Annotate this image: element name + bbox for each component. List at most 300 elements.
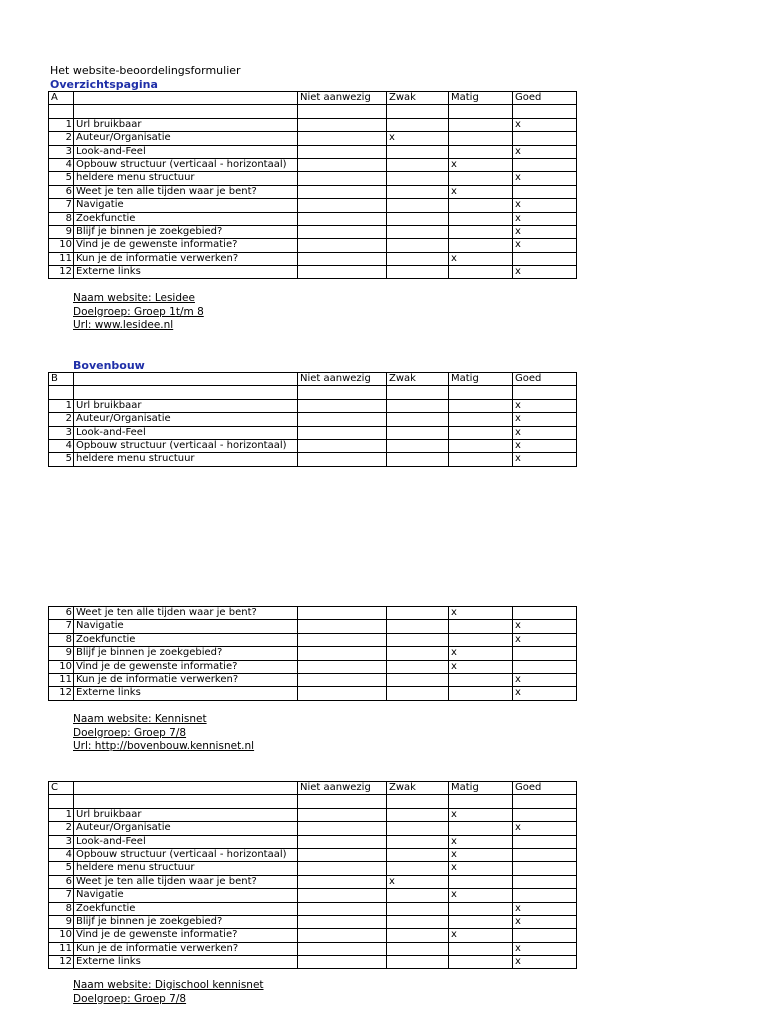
criterion-number: 7 [49,199,74,212]
criterion-text: Weet je ten alle tijden waar je bent? [76,607,257,618]
rating-niet-aanwezig[interactable] [298,620,387,633]
rating-niet-aanwezig[interactable] [298,647,387,660]
criterion-number: 1 [49,808,74,821]
criterion-label [74,252,298,265]
rating-niet-aanwezig[interactable] [298,413,387,426]
rating-niet-aanwezig[interactable] [298,835,387,848]
empty-cell [449,105,513,118]
table-row [49,239,577,252]
table-row [49,185,577,198]
criterion-text: Blijf je binnen je zoekgebied? [76,647,223,659]
table-row [49,848,577,861]
criterion-number: 9 [49,915,74,928]
criterion-text: Look-and-Feel [76,426,146,438]
rating-niet-aanwezig[interactable] [298,225,387,238]
rating-zwak[interactable] [387,660,449,673]
rating-zwak[interactable] [387,942,449,955]
rating-matig[interactable] [449,620,513,633]
criterion-number: 4 [49,439,74,452]
column-header-niet-aanwezig: Niet aanwezig [298,373,387,386]
rating-niet-aanwezig[interactable] [298,660,387,673]
criterion-label [74,453,298,466]
rating-matig[interactable]: x [449,607,513,620]
empty-cell [49,795,74,808]
rating-niet-aanwezig[interactable] [298,132,387,145]
criterion-text: Look-and-Feel [76,835,146,847]
rating-goed[interactable] [513,848,577,861]
rating-zwak[interactable] [387,426,449,439]
rating-table-b [48,372,577,467]
rating-matig[interactable] [449,225,513,238]
rating-niet-aanwezig[interactable] [298,266,387,279]
rating-goed[interactable] [513,835,577,848]
rating-goed[interactable]: x [513,199,577,212]
rating-zwak[interactable] [387,687,449,700]
criterion-text: Kun je de informatie verwerken? [76,252,239,264]
column-header-matig: Matig [449,782,513,795]
rating-matig[interactable] [449,822,513,835]
criterion-text: heldere menu structuur [76,862,195,874]
table-header-row [49,373,577,386]
rating-goed[interactable] [513,607,577,620]
rating-zwak[interactable] [387,399,449,412]
rating-niet-aanwezig[interactable] [298,633,387,646]
table-row [49,252,577,265]
criterion-label [74,822,298,835]
criterion-text: Navigatie [76,620,124,632]
rating-zwak[interactable] [387,413,449,426]
criterion-label [74,620,298,633]
table-row [49,118,577,131]
rating-zwak[interactable]: x [387,132,449,145]
rating-zwak[interactable] [387,607,449,620]
criterion-header [74,782,298,795]
criterion-text: Url bruikbaar [76,399,142,411]
criterion-label [74,145,298,158]
rating-zwak[interactable] [387,172,449,185]
rating-niet-aanwezig[interactable] [298,875,387,888]
criterion-label [74,158,298,171]
rating-zwak[interactable] [387,633,449,646]
rating-zwak[interactable] [387,199,449,212]
rating-goed[interactable]: x [513,426,577,439]
website-info-a [73,292,204,333]
rating-niet-aanwezig[interactable] [298,439,387,452]
rating-matig[interactable] [449,172,513,185]
empty-cell [298,386,387,399]
table-row [49,607,577,620]
table-row [49,439,577,452]
criterion-label [74,889,298,902]
rating-niet-aanwezig[interactable] [298,956,387,969]
table-row [49,225,577,238]
column-header-zwak: Zwak [387,782,449,795]
criterion-number: 11 [49,942,74,955]
rating-matig[interactable] [449,633,513,646]
rating-niet-aanwezig[interactable] [298,889,387,902]
criterion-text: heldere menu structuur [76,172,195,184]
rating-niet-aanwezig[interactable] [298,915,387,928]
rating-zwak[interactable] [387,185,449,198]
rating-goed[interactable]: x [513,212,577,225]
rating-zwak[interactable] [387,647,449,660]
website-name-link[interactable]: Naam website: Digischool kennisnet [73,979,264,991]
rating-matig[interactable]: x [449,862,513,875]
rating-goed[interactable]: x [513,225,577,238]
rating-goed[interactable]: x [513,687,577,700]
rating-niet-aanwezig[interactable] [298,848,387,861]
criterion-label [74,687,298,700]
website-name-link[interactable]: Naam website: Lesidee [73,292,195,304]
rating-matig[interactable] [449,942,513,955]
rating-niet-aanwezig[interactable] [298,252,387,265]
rating-zwak[interactable] [387,822,449,835]
rating-goed[interactable] [513,185,577,198]
rating-matig[interactable]: x [449,889,513,902]
rating-niet-aanwezig[interactable] [298,199,387,212]
rating-matig[interactable] [449,915,513,928]
empty-cell [387,795,449,808]
criterion-number: 7 [49,620,74,633]
criterion-number: 5 [49,172,74,185]
criterion-text: heldere menu structuur [76,453,195,465]
table-row [49,875,577,888]
table-row [49,413,577,426]
rating-niet-aanwezig[interactable] [298,673,387,686]
criterion-label [74,413,298,426]
criterion-label [74,132,298,145]
rating-goed[interactable] [513,660,577,673]
website-name-link[interactable]: Naam website: Kennisnet [73,713,207,725]
rating-matig[interactable]: x [449,660,513,673]
empty-cell [449,386,513,399]
rating-matig[interactable]: x [449,647,513,660]
empty-cell [513,386,577,399]
criterion-number: 2 [49,822,74,835]
criterion-label [74,633,298,646]
rating-zwak[interactable] [387,902,449,915]
rating-niet-aanwezig[interactable] [298,453,387,466]
empty-cell [298,105,387,118]
rating-niet-aanwezig[interactable] [298,158,387,171]
rating-zwak[interactable] [387,835,449,848]
criterion-number: 2 [49,132,74,145]
criterion-text: Zoekfunctie [76,212,136,224]
table-header-row [49,92,577,105]
criterion-text: Weet je ten alle tijden waar je bent? [76,185,257,197]
website-info-c [73,979,264,1006]
rating-matig[interactable]: x [449,835,513,848]
rating-matig[interactable] [449,266,513,279]
rating-goed[interactable] [513,647,577,660]
rating-matig[interactable]: x [449,808,513,821]
rating-zwak[interactable] [387,673,449,686]
rating-zwak[interactable] [387,239,449,252]
criterion-label [74,426,298,439]
criterion-number: 7 [49,889,74,902]
rating-matig[interactable] [449,439,513,452]
rating-goed[interactable]: x [513,172,577,185]
criterion-text: Auteur/Organisatie [76,132,171,144]
criterion-number: 6 [49,607,74,620]
criterion-text: Zoekfunctie [76,902,136,914]
criterion-number: 8 [49,633,74,646]
rating-zwak[interactable] [387,118,449,131]
criterion-number: 11 [49,252,74,265]
rating-goed[interactable]: x [513,439,577,452]
rating-matig[interactable]: x [449,158,513,171]
criterion-text: Opbouw structuur (verticaal - horizontaal) [76,158,287,170]
rating-matig[interactable] [449,673,513,686]
rating-goed[interactable]: x [513,118,577,131]
criterion-label [74,956,298,969]
rating-niet-aanwezig[interactable] [298,185,387,198]
rating-matig[interactable] [449,956,513,969]
rating-goed[interactable]: x [513,942,577,955]
website-url-link[interactable]: Url: http://bovenbouw.kennisnet.nl [73,740,255,752]
criterion-label [74,862,298,875]
rating-zwak[interactable] [387,266,449,279]
criterion-header [74,373,298,386]
criterion-number: 10 [49,929,74,942]
criterion-label [74,942,298,955]
criterion-text: Externe links [76,956,141,968]
criterion-text: Vind je de gewenste informatie? [76,660,238,672]
rating-goed[interactable]: x [513,902,577,915]
criterion-text: Look-and-Feel [76,145,146,157]
rating-niet-aanwezig[interactable] [298,239,387,252]
rating-zwak[interactable] [387,453,449,466]
criterion-number: 8 [49,902,74,915]
rating-goed[interactable] [513,132,577,145]
rating-niet-aanwezig[interactable] [298,687,387,700]
rating-zwak[interactable] [387,620,449,633]
rating-niet-aanwezig[interactable] [298,808,387,821]
criterion-text: Kun je de informatie verwerken? [76,673,239,685]
table-row [49,453,577,466]
rating-goed[interactable]: x [513,145,577,158]
criterion-label [74,673,298,686]
criterion-label [74,660,298,673]
empty-cell [387,386,449,399]
rating-matig[interactable] [449,902,513,915]
rating-matig[interactable] [449,426,513,439]
criterion-text: Navigatie [76,889,124,901]
criterion-label [74,172,298,185]
criterion-label [74,266,298,279]
criterion-number: 6 [49,875,74,888]
criterion-label [74,225,298,238]
criterion-number: 1 [49,118,74,131]
document-title: Het website-beoordelingsformulier [50,64,241,77]
rating-goed[interactable]: x [513,239,577,252]
rating-zwak[interactable] [387,145,449,158]
empty-cell [513,105,577,118]
table-row [49,158,577,171]
criterion-number: 5 [49,453,74,466]
table-row [49,835,577,848]
criterion-number: 3 [49,426,74,439]
rating-zwak[interactable] [387,929,449,942]
rating-zwak[interactable] [387,225,449,238]
rating-goed[interactable]: x [513,915,577,928]
table-row [49,212,577,225]
criterion-number: 6 [49,185,74,198]
table-row [49,956,577,969]
criterion-label [74,647,298,660]
rating-goed[interactable] [513,875,577,888]
rating-goed[interactable]: x [513,266,577,279]
table-row [49,426,577,439]
criterion-number: 12 [49,956,74,969]
rating-zwak[interactable] [387,212,449,225]
rating-goed[interactable] [513,862,577,875]
rating-matig[interactable] [449,453,513,466]
criterion-label [74,185,298,198]
rating-matig[interactable] [449,118,513,131]
criterion-number: 4 [49,158,74,171]
rating-niet-aanwezig[interactable] [298,862,387,875]
table-row [49,822,577,835]
rating-niet-aanwezig[interactable] [298,118,387,131]
table-row [49,862,577,875]
rating-goed[interactable] [513,889,577,902]
rating-zwak[interactable]: x [387,875,449,888]
criterion-number: 3 [49,835,74,848]
rating-matig[interactable] [449,145,513,158]
target-group-text: Doelgroep: Groep 7/8 [73,726,187,739]
rating-zwak[interactable] [387,439,449,452]
rating-matig[interactable]: x [449,848,513,861]
rating-goed[interactable]: x [513,673,577,686]
rating-niet-aanwezig[interactable] [298,929,387,942]
criterion-text: Blijf je binnen je zoekgebied? [76,915,223,927]
rating-goed[interactable]: x [513,453,577,466]
rating-matig[interactable] [449,875,513,888]
criterion-text: Opbouw structuur (verticaal - horizontaal) [76,439,287,451]
rating-niet-aanwezig[interactable] [298,902,387,915]
criterion-label [74,929,298,942]
table-header-row [49,782,577,795]
rating-matig[interactable] [449,199,513,212]
column-header-goed: Goed [513,373,577,386]
rating-matig[interactable]: x [449,929,513,942]
table-row [49,199,577,212]
table-row [49,902,577,915]
rating-niet-aanwezig[interactable] [298,399,387,412]
criterion-label [74,848,298,861]
rating-matig[interactable] [449,212,513,225]
rating-goed[interactable] [513,158,577,171]
rating-goed[interactable] [513,252,577,265]
rating-matig[interactable]: x [449,252,513,265]
empty-cell [513,795,577,808]
criterion-number: 4 [49,848,74,861]
website-url-link[interactable]: Url: www.lesidee.nl [73,319,174,331]
target-group-text: Doelgroep: Groep 1t/m 8 [73,305,204,318]
rating-table-c [48,781,577,969]
criterion-number: 2 [49,413,74,426]
rating-niet-aanwezig[interactable] [298,145,387,158]
section-letter: C [49,782,74,795]
table-row [49,660,577,673]
column-header-zwak: Zwak [387,373,449,386]
rating-zwak[interactable] [387,889,449,902]
rating-zwak[interactable] [387,808,449,821]
rating-matig[interactable]: x [449,185,513,198]
criterion-label [74,439,298,452]
table-row [49,915,577,928]
target-group-text: Doelgroep: Groep 7/8 [73,992,187,1005]
table-row [49,808,577,821]
criterion-label [74,239,298,252]
rating-goed[interactable]: x [513,822,577,835]
rating-table-a [48,91,577,279]
rating-goed[interactable] [513,808,577,821]
rating-zwak[interactable] [387,915,449,928]
rating-niet-aanwezig[interactable] [298,822,387,835]
website-info-b [73,713,254,754]
criterion-text: Externe links [76,687,141,699]
empty-cell [298,795,387,808]
criterion-number: 8 [49,212,74,225]
column-header-niet-aanwezig: Niet aanwezig [298,782,387,795]
criterion-number: 10 [49,239,74,252]
rating-goed[interactable]: x [513,620,577,633]
criterion-label [74,808,298,821]
rating-goed[interactable]: x [513,956,577,969]
rating-zwak[interactable] [387,848,449,861]
rating-matig[interactable] [449,687,513,700]
rating-zwak[interactable] [387,158,449,171]
rating-goed[interactable]: x [513,413,577,426]
rating-niet-aanwezig[interactable] [298,172,387,185]
criterion-number: 5 [49,862,74,875]
criterion-label [74,875,298,888]
rating-goed[interactable] [513,929,577,942]
table-row [49,620,577,633]
criterion-text: Opbouw structuur (verticaal - horizontaal) [76,848,287,860]
criterion-number: 9 [49,647,74,660]
rating-niet-aanwezig[interactable] [298,607,387,620]
table-row [49,647,577,660]
rating-matig[interactable] [449,239,513,252]
rating-zwak[interactable] [387,252,449,265]
empty-cell [74,386,298,399]
empty-cell [74,105,298,118]
rating-matig[interactable] [449,399,513,412]
rating-matig[interactable] [449,413,513,426]
rating-zwak[interactable] [387,956,449,969]
rating-matig[interactable] [449,132,513,145]
criterion-number: 10 [49,660,74,673]
empty-cell [74,795,298,808]
rating-goed[interactable]: x [513,633,577,646]
criterion-number: 12 [49,687,74,700]
criterion-label [74,118,298,131]
section-a-heading: Overzichtspagina [50,78,158,91]
criterion-label [74,199,298,212]
empty-cell [49,105,74,118]
rating-zwak[interactable] [387,862,449,875]
rating-goed[interactable]: x [513,399,577,412]
table-row [49,942,577,955]
rating-niet-aanwezig[interactable] [298,212,387,225]
criterion-text: Auteur/Organisatie [76,413,171,425]
rating-niet-aanwezig[interactable] [298,426,387,439]
table-row [49,172,577,185]
rating-niet-aanwezig[interactable] [298,942,387,955]
